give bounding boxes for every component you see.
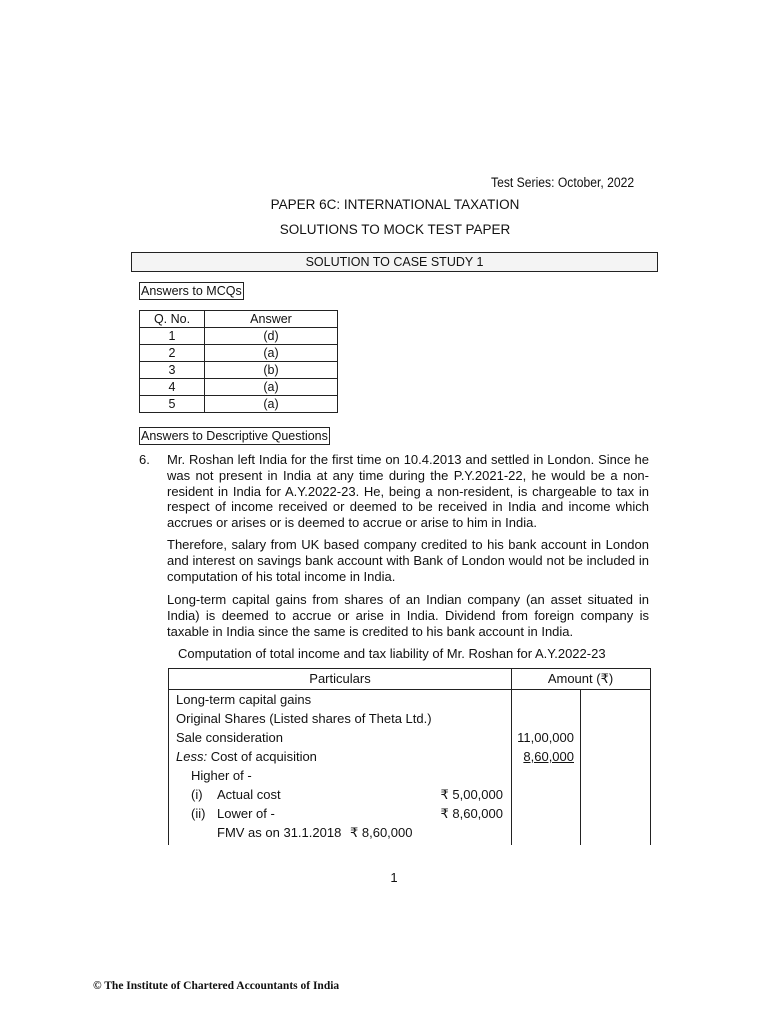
fmv-label: FMV as on 31.1.2018	[217, 825, 342, 840]
table-row	[140, 328, 338, 345]
higher-of-label: Higher of -	[191, 768, 252, 783]
cost-amount: 8,60,000	[523, 749, 574, 764]
less-cost-label	[176, 749, 317, 764]
lower-of-label: Lower of -	[217, 806, 275, 821]
table-row	[140, 362, 338, 379]
original-shares-label: Original Shares (Listed shares of Theta Ltd.)	[176, 711, 432, 726]
table-row	[140, 345, 338, 362]
computation-table	[168, 668, 651, 845]
test-series-label: Test Series: October, 2022	[490, 175, 635, 190]
cost-of-acquisition: Cost of acquisition	[207, 749, 317, 764]
amount-header: Amount (₹)	[547, 671, 614, 686]
mcq-answer-table	[139, 310, 338, 413]
case-study-banner: SOLUTION TO CASE STUDY 1	[131, 252, 658, 272]
qno-cell: 5	[140, 396, 205, 413]
item-i-number: (i)	[191, 787, 203, 802]
actual-cost-amount: ₹ 5,00,000	[440, 787, 503, 802]
sale-consideration-label: Sale consideration	[176, 730, 283, 745]
mcq-heading: Answers to MCQs	[141, 284, 242, 298]
answer-paragraph-3: Long-term capital gains from shares of an Indian company (an asset situated in India) is deemed to accrue or arise in India. Dividend from foreign company is taxable in India since the same is credited to his bank account in India.	[167, 592, 649, 639]
column-divider	[580, 689, 581, 845]
header-divider	[169, 689, 650, 690]
qno-cell: 3	[140, 362, 205, 379]
answer-header: Answer	[205, 311, 338, 328]
computation-title: Computation of total income and tax liability of Mr. Roshan for A.Y.2022-23	[178, 646, 606, 661]
footer-copyright: © The Institute of Chartered Accountants of India	[93, 980, 340, 992]
qno-header: Q. No.	[140, 311, 205, 328]
table-header-row	[140, 311, 338, 328]
answer-cell: (d)	[205, 328, 338, 345]
fmv-amount: ₹ 8,60,000	[350, 825, 413, 840]
table-row	[140, 396, 338, 413]
ltcg-label: Long-term capital gains	[176, 692, 312, 707]
sale-consideration-amount: 11,00,000	[517, 730, 574, 745]
qno-cell: 2	[140, 345, 205, 362]
less-italic: Less:	[176, 749, 208, 764]
answer-paragraph-1: Mr. Roshan left India for the first time on 10.4.2013 and settled in London. Since he was not present in India at any time during the P.Y.2021-22, he would be a non-resident in India for A.Y.2022-23. He, being a non-resident, is chargeable to tax in respect of income received or deemed to be received in India and income which accrues or arises or is deemed to accrue or arise to him in India.	[167, 452, 649, 531]
answer-cell: (a)	[205, 345, 338, 362]
table-row	[140, 379, 338, 396]
item-ii-number: (ii)	[191, 806, 206, 821]
particulars-header: Particulars	[309, 671, 371, 686]
paper-title: PAPER 6C: INTERNATIONAL TAXATION	[270, 197, 520, 212]
page-number: 1	[390, 870, 398, 885]
qno-cell: 4	[140, 379, 205, 396]
question-number: 6.	[139, 452, 150, 467]
actual-cost-label: Actual cost	[217, 787, 281, 802]
answer-cell: (b)	[205, 362, 338, 379]
answer-cell: (a)	[205, 379, 338, 396]
solutions-title: SOLUTIONS TO MOCK TEST PAPER	[279, 222, 511, 237]
descriptive-heading: Answers to Descriptive Questions	[141, 429, 328, 443]
answer-paragraph-2: Therefore, salary from UK based company credited to his bank account in London and interest on savings bank account with Bank of London would not be included in computation of his total income in India.	[167, 537, 649, 584]
qno-cell: 1	[140, 328, 205, 345]
answer-cell: (a)	[205, 396, 338, 413]
lower-of-amount: ₹ 8,60,000	[440, 806, 503, 821]
